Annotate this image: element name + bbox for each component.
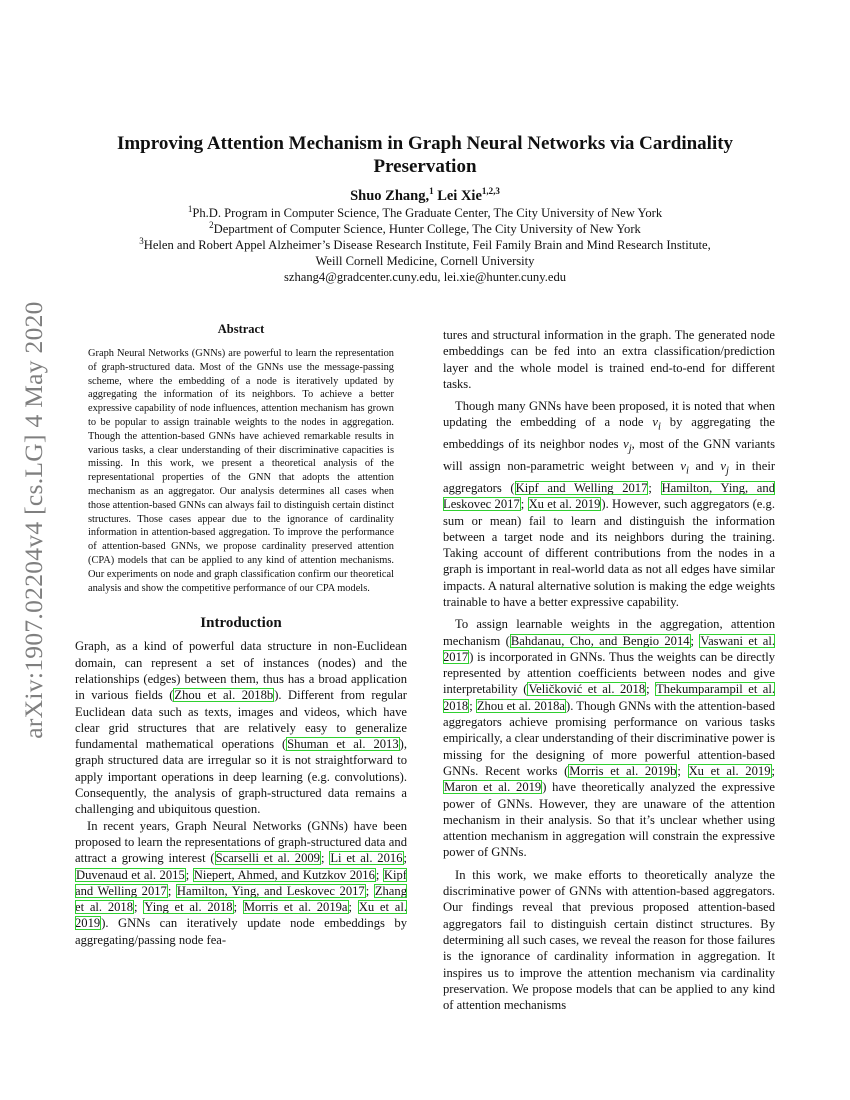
citation-link[interactable]: Li et al. 2016 [330,851,403,866]
citation-link[interactable]: Xu et al. 2019 [75,900,407,931]
citation-link[interactable]: Vaswani et al. 2017 [443,633,776,664]
paragraph: In recent years, Graph Neural Networks (GNNs) have been proposed to learn the representations of graph-structured data and attract a growing interest (Scarselli et al. 2009; Li et al. 2016; Duvenaud et al. 2015; Niepert, Ahmed, and Kutzkov 2016; Kipf and Welling 2017; Hamilton, Ying, and Leskovec 2017; Zhang et al. 2018; Ying et al. 2018; Morris et al. 2019a; Xu et al. 2019). GNNs can iteratively update node embeddings by aggregating/passing node fea- [75,818,407,947]
author-line [75,187,775,205]
author-emails: szhang4@gradcenter.cuny.edu, lei.xie@hunter.cuny.edu [283,270,567,284]
citation-link[interactable]: Maron et al. 2019 [444,780,542,795]
paper-header [75,132,775,285]
math-symbol: $v_j$ [720,459,729,477]
citation-link[interactable]: Veličković et al. 2018 [528,682,646,697]
paragraph: To assign learnable weights in the aggregation, attention mechanism (Bahdanau, Cho, and Bengio 2014; Vaswani et al. 2017) is incorporated in GNNs. Thus the weights can be directly represented by attention coefficients between nodes and give interpretability (Veličković et al. 2018; Thekumparampil et al. 2018; Zhou et al. 2018a). Though GNNs with the attention-based aggregators achieve promising performance on various tasks empirically, a clear understanding of their discriminative power is missing for the designing of more powerful attention-based GNNs. Recent works (Morris et al. 2019b; Xu et al. 2019; Maron et al. 2019) have theoretically analyzed the expressive power of GNNs. However, they are unaware of the attention mechanism in their analysis. So that it’s unclear whether using attention mechanism in aggregation will constrain the expressive power of GNNs. [443,617,776,860]
citation-link[interactable]: Xu et al. 2019 [528,497,601,512]
math-symbol: $v_j$ [623,437,632,455]
author-affiliation-mark: 1 [429,186,434,197]
citation-link[interactable]: Niepert, Ahmed, and Kutzkov 2016 [193,867,375,882]
affiliation: $^3$Helen and Robert Appel Alzheimer’s Disease Research Institute, Feil Family Brain and Mind Research Institute, [139,235,711,252]
citation-link[interactable]: Xu et al. 2019 [688,763,771,778]
citation-link[interactable]: Morris et al. 2019a [243,900,348,915]
affiliation: $^1$Ph.D. Program in Computer Science, The Graduate Center, The City University of New York [187,203,663,220]
citation-link[interactable]: Thekumparampil et al. 2018 [443,682,775,713]
citation-link[interactable]: Morris et al. 2019b [569,763,677,778]
arxiv-identifier: arXiv:1907.02204v4 [cs.LG] 4 May 2020 [19,301,48,739]
citation-link[interactable]: Ying et al. 2018 [144,900,233,915]
abstract-text: Graph Neural Networks (GNNs) are powerful to learn the representation of graph-structured data. Most of the GNNs use the message-passing scheme, where the embedding of a node is iteratively updated by aggregating the information of its neighbors. To achieve a better expressive capability of node influences, attention mechanism has grown to be popular to assign trainable weights to the nodes in aggregation. Though the attention-based GNNs have achieved remarkable results in various tasks, a clear understanding of their discriminative capacities is missing. In this work, we present a theoretical analysis of the representational properties of the GNN that adopts the attention mechanism as an aggregator. Our analysis determines all cases when those attention-based GNNs can always fail to distinguish certain distinct structures. Those cases appear due to the ignorance of cardinality information in attention-based aggregation. To improve the performance of attention-based GNNs, we propose cardinality preserved attention (CPA) models that can be applied to any kind of attention mechanisms. Our experiments on node and graph classification confirm our theoretical analysis and show the competitive performance of our CPA models. [88,348,394,594]
paragraph: tures and structural information in the graph. The generated node embeddings can be fed into an extra classification/prediction layer and the whole model is trained end-to-end for different tasks. [443,328,775,391]
citation-link[interactable]: Kipf and Welling 2017 [75,867,407,898]
abstract-heading: Abstract [217,322,265,336]
arxiv-sidebar [14,290,54,750]
paragraph: In this work, we make efforts to theoretically analyze the discriminative power of GNNs with attention-based aggregators. Our findings reveal that previous proposed attention-based aggregators fail to distinguish certain distinct structures. By determining all such cases, we reveal the reason for those failures is the ignorance of cardinality information in aggregation. It inspires us to improve the attention mechanism via cardinality preservation. We propose models that can be applied to any kind of attention mechanisms [443,867,775,1013]
affiliation: $^2$Department of Computer Science, Hunter College, The City University of New York [209,219,641,236]
paper-title: Improving Attention Mechanism in Graph Neural Networks via Cardinality Preservation [116,133,734,177]
affiliation: Weill Cornell Medicine, Cornell University [315,254,535,268]
citation-link[interactable]: Hamilton, Ying, and Leskovec 2017 [443,480,775,512]
paragraph: Graph, as a kind of powerful data structure in non-Euclidean domain, can represent a set of instances (nodes) and the relationships (edges) between them, thus has a broad application in various fields (Zhou et al. 2018b). Different from regular Euclidean data such as texts, images and videos, which have clear grid structures that are relatively easy to generalize fundamental mathematical operations (Shuman et al. 2013), graph structured data are irregular so it is not straightforward to apply important operations in deep learning (e.g. convolutions). Consequently, the analysis of graph-structured data remains a challenging and ubiquitous question. [75,639,407,817]
citation-link[interactable]: Scarselli et al. 2009 [215,851,320,866]
citation-link[interactable]: Zhang et al. 2018 [75,883,407,915]
citation-link[interactable]: Zhou et al. 2018a [476,698,566,713]
citation-link[interactable]: Hamilton, Ying, and Leskovec 2017 [176,883,365,898]
citation-link[interactable]: Duvenaud et al. 2015 [76,867,185,882]
citation-link[interactable]: Bahdanau, Cho, and Bengio 2014 [510,633,690,648]
citation-link[interactable]: Kipf and Welling 2017 [515,480,648,495]
right-column [443,327,775,1013]
introduction-heading: Introduction [200,615,282,632]
author-name: Shuo Zhang, [350,188,430,204]
citation-link[interactable]: Zhou et al. 2018b [174,688,274,703]
left-column [75,322,407,948]
math-symbol: $v_i$ [680,459,689,477]
author-name: Lei Xie [437,188,482,204]
author-affiliation-mark: 1,2,3 [481,186,500,197]
citation-link[interactable]: Shuman et al. 2013 [287,737,399,752]
math-symbol: $v_i$ [652,415,661,433]
paragraph: Though many GNNs have been proposed, it is noted that when updating the embedding of a node $v_i$ by aggregating the embeddings of its neighbor nodes $v_j$, most of the GNN variants will assign non-parametric weight between $v_i$ and $v_j$ in their aggregators (Kipf and Welling 2017; Hamilton, Ying, and Leskovec 2017; Xu et al. 2019). However, such aggregators (e.g. sum or mean) fail to learn and distinguish the information between a target node and its neighbors during the training. Taking account of different contributions from the nodes in a graph is important in real-world data as not all edges have similar impacts. A natural alternative solution is making the edge weights trainable to have a better expressive capability. [443,399,776,609]
